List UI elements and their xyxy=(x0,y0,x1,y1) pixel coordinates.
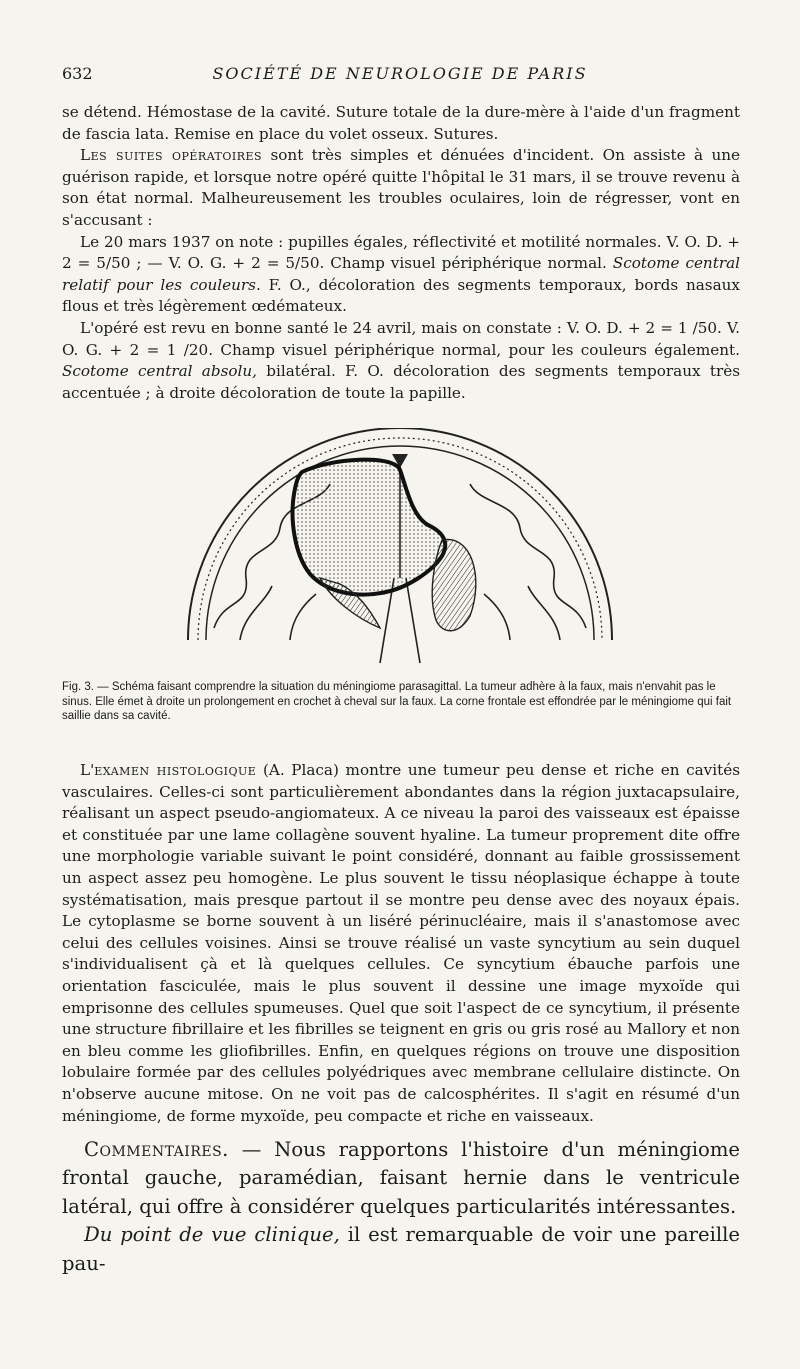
march-italic: Scotome central relatif pour les couleurs. xyxy=(62,254,740,294)
paragraph-april xyxy=(62,318,740,404)
suites-lead: Les suites opératoires xyxy=(80,146,263,165)
intro-section xyxy=(62,102,740,404)
running-title: SOCIÉTÉ DE NEUROLOGIE DE PARIS xyxy=(212,64,588,83)
april-italic: Scotome central absolu, xyxy=(62,362,257,381)
paragraph-march xyxy=(62,232,740,318)
comments-section xyxy=(62,1136,740,1278)
paragraph-suites xyxy=(62,145,740,231)
figure-caption xyxy=(62,680,740,724)
april-text-b: bilatéral. F. O. décoloration des segments temporaux très accentuée ; à droite décoloration de toute la papille. xyxy=(62,362,740,402)
clinical-italic: Du point de vue clinique, xyxy=(84,1223,340,1247)
histology-lead: examen histologique xyxy=(94,761,257,779)
comments-lead: Commentaires. xyxy=(84,1138,229,1161)
suites-text: sont très simples et dénuées d'incident. On assiste à une guérison rapide, et lorsque notre opéré quitte l'hôpital le 31 mars, il se trouve revenu à son état normal. Malheureusement les troubles oculaires, loin de régresser, vont en s'accusant : xyxy=(62,146,740,229)
page-number: 632 xyxy=(62,64,93,83)
brain-section-figure xyxy=(180,428,620,668)
comments-paragraph xyxy=(62,1136,740,1221)
march-text-a: Le 20 mars 1937 on note : pupilles égales, réflectivité et motilité normales. V. O. D. + 2 = 5/50 ; — V. O. G. + 2 = 5/50. Champ visuel périphérique normal. xyxy=(62,232,740,273)
clinical-text: il est remarquable de voir une pareille pau- xyxy=(62,1223,740,1275)
comments-text: — Nous rapportons l'histoire d'un méningiome frontal gauche, paramédian, faisant hernie dans le ventricule latéral, qui offre à considérer quelques particularités intéressantes. xyxy=(62,1138,740,1218)
right-frontal-horn xyxy=(432,539,476,630)
figure-caption-text: — Schéma faisant comprendre la situation du méningiome parasagittal. La tumeur adhère à la faux, mais n'envahit pas le sinus. Elle émet à droite un prolongement en crochet à cheval sur la faux. La corne frontale est effondrée par le méningiome qui fait saillie dans sa cavité. xyxy=(62,681,732,722)
paragraph-operation: se détend. Hémostase de la cavité. Suture totale de la dure-mère à l'aide d'un fragment de fascia lata. Remise en place du volet osseux. Sutures. xyxy=(62,103,740,143)
histology-lead-a: L' xyxy=(80,761,95,779)
meningioma xyxy=(293,460,446,595)
figure-label: Fig. 3. xyxy=(62,681,94,693)
running-header xyxy=(62,64,738,88)
april-text-a: L'opéré est revu en bonne santé le 24 avril, mais on constate : V. O. D. + 2 = 1 /50. V. O. G. + 2 = 1 /20. Champ visuel périphérique normal, pour les couleurs également. xyxy=(62,318,740,359)
march-text-b: F. O., décoloration des segments temporaux, bords nasaux flous et très légèrement œdémateux. xyxy=(62,275,740,316)
clinical-paragraph xyxy=(62,1221,740,1278)
histology-text: (A. Placa) montre une tumeur peu dense et riche en cavités vasculaires. Celles-ci sont particulièrement abondantes dans la région juxtacapsulaire, réalisant un aspect pseudo-angiomateux. A ce niveau la paroi des vaisseaux est épaisse et constituée par une lame collagène souvent hyaline. La tumeur proprement dite offre une morphologie variable suivant le point considéré, donnant au faible grossissement un aspect assez peu homogène. Le plus souvent le tissu néoplasique échappe à toute systématisation, mais presque partout il se montre peu dense avec des noyaux épais. Le cytoplasme se borne souvent à un liséré périnucléaire, mais il s'anastomose avec celui des cellules voisines. Ainsi se trouve réalisé un vaste syncytium au sein duquel s'individualisent çà et là quelques cellules. Ce syncytium ébauche parfois une orientation fasciculée, mais le plus souvent il dessine une image myxoïde qui emprisonne des cellules spumeuses. Quel que soit l'aspect de ce syncytium, il présente une structure fibrillaire et les fibrilles se teignent en gris ou gris rosé au Mallory et non en bleu comme les gliofibrilles. Enfin, en quelques régions on trouve une disposition lobulaire formée par des cellules polyédriques avec membrane cellulaire distincte. On n'observe aucune mitose. On ne voit pas de calcosphérites. Il s'agit en résumé d'un méningiome, de forme myxoïde, peu compacte et riche en vaisseaux. xyxy=(62,761,740,1125)
histology-paragraph xyxy=(62,760,740,1127)
histology-section xyxy=(62,760,740,1127)
brain-diagram xyxy=(180,428,620,668)
